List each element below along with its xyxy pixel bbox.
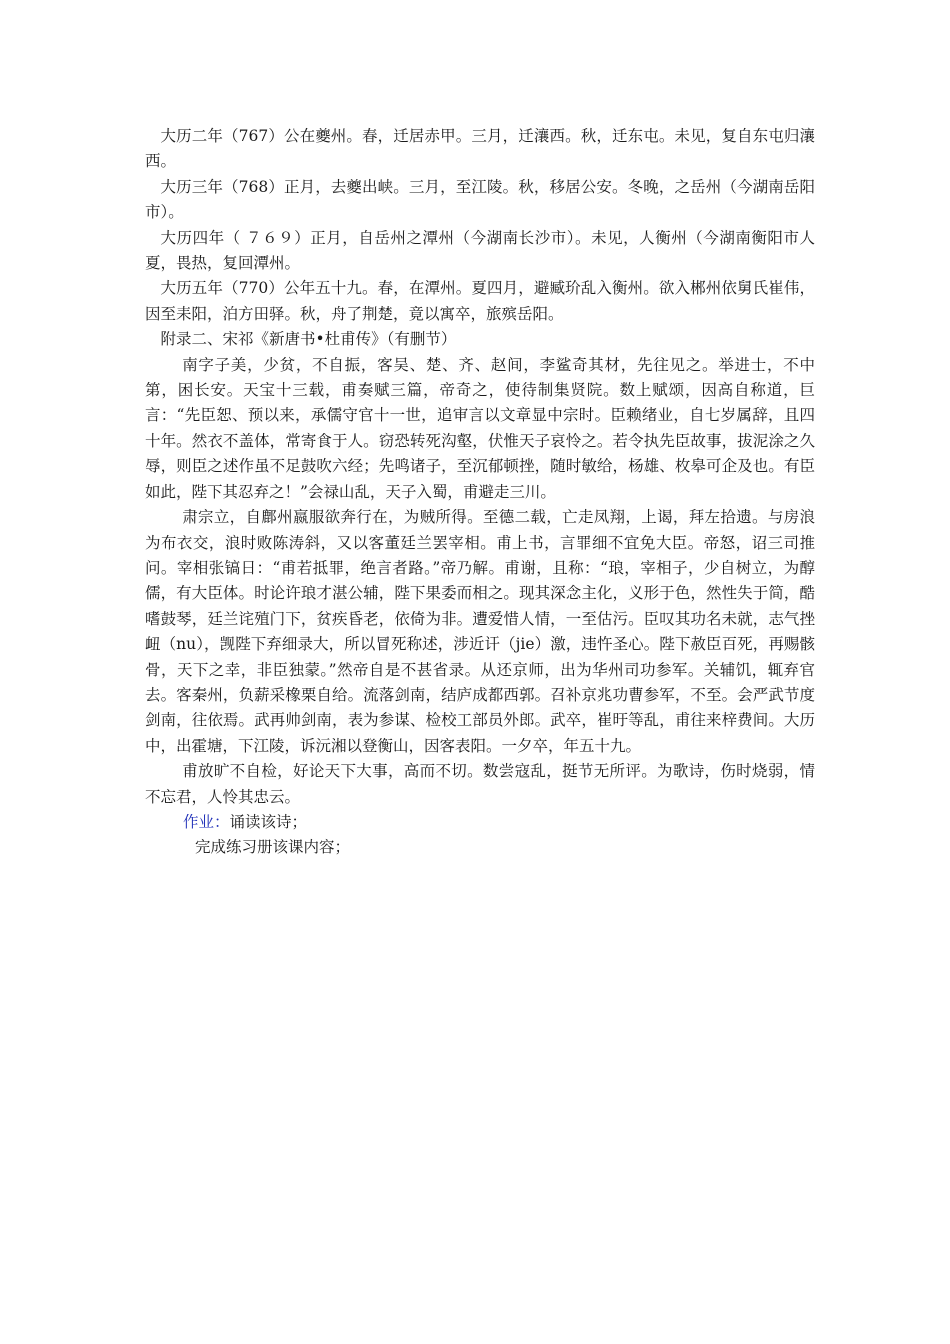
homework-line-1 [145, 810, 815, 835]
biography-paragraph-3: 甫放旷不自检，好论天下大事，高而不切。数尝寇乱，挺节无所评。为歌诗，伤时烧弱，情不忘君，人怜其忠云。 [145, 762, 815, 806]
homework-label: 作业： [183, 812, 230, 831]
chronology-entry-768: 大历三年（768）正月，去夔出峡。三月，至江陵。秋，移居公安。冬晚，之岳州（今湖南岳阳市）。 [145, 177, 815, 222]
chronology-entry-770: 大历五年（770）公年五十九。春，在潭州。夏四月，避臧玠乱入衡州。欲入郴州依舅氏崔伟，因至耒阳，泊方田驿。秋，舟了荆楚，竟以寓卒，旅殡岳阳。 [145, 279, 815, 323]
biography-paragraph-2: 肃宗立，自鄜州嬴服欲奔行在，为贼所得。至德二载，亡走凤翔，上谒，拜左拾遗。与房浪为布衣交，浪时败陈涛斜，又以客董廷兰罢宰相。甫上书，言罪细不宜免大臣。帝怒，诏三司推问。宰相张镐日：“甫若抵罪，绝言者路。”帝乃解。甫谢，且称：“琅，宰相子，少自树立，为醇儒，有大臣体。时论许琅才湛公辅，陛下果委而相之。现其深念主化，义形于色，然性失于简，酷嗜鼓琴，廷兰诧殖门下，贫疾昏老，依倚为非。遭爱惜人情，一至估污。臣叹其功名未就，志气挫衄（nu），觊陛下弃细录大，所以冒死称述，涉近讦（jie）激，违忤圣心。陛下赦臣百死，再赐骸骨，天下之幸，非臣独蒙。”然帝自是不甚省录。从还京师，出为华州司功参军。关辅饥，辄弃官去。客秦州，负薪采橡栗自给。流落剑南，结庐成都西郭。召补京兆功曹参军，不至。会严武节度剑南，往依焉。武再帅剑南，表为参谋、检校工部员外郎。武卒，崔旴等乱，甫往来梓费间。大历中，出霍塘，下江陵，诉沅湘以登衡山，因客表阳。一夕卒，年五十九。 [145, 508, 815, 755]
appendix-title: 附录二、宋祁《新唐书•杜甫传》（有删节） [160, 330, 457, 349]
chronology-entry-769: 大历四年（ ７６９）正月，自岳州之潭州（今湖南长沙市）。未见，人衡州（今湖南衡阳市人夏，畏热，复回潭州。 [145, 228, 815, 273]
document-body [145, 124, 815, 861]
biography-paragraph-1: 南字子美，少贫，不自振，客吴、楚、齐、赵间，李鲨奇其材，先往见之。举进士，不中第，困长安。天宝十三载，甫奏赋三篇，帝奇之，使待制集贤院。数上赋颂，因高自称道，巨言：“先臣恕、预以来，承儒守官十一世，追审言以文章显中宗时。臣赖绪业，自七岁属辞，且四十年。然衣不盖体，常寄食于人。窃恐转死沟壑，伏惟天子哀怜之。若令执先臣故事，拔泥涂之久辱，则臣之述作虽不足鼓吹六经；先鸣诸子，至沉郁顿挫，随时敏给，杨雄、枚皋可企及也。有臣如此，陛下其忍弃之！”会禄山乱，天子入蜀，甫避走三川。 [145, 355, 815, 501]
homework-task-workbook: 完成练习册该课内容； [195, 838, 351, 857]
chronology-entry-767: 大历二年（767）公在夔州。春，迁居赤甲。三月，迁瀼西。秋，迁东屯。未见，复自东屯归瀼西。 [145, 127, 815, 171]
homework-task-recite: 诵读该诗； [229, 812, 308, 831]
